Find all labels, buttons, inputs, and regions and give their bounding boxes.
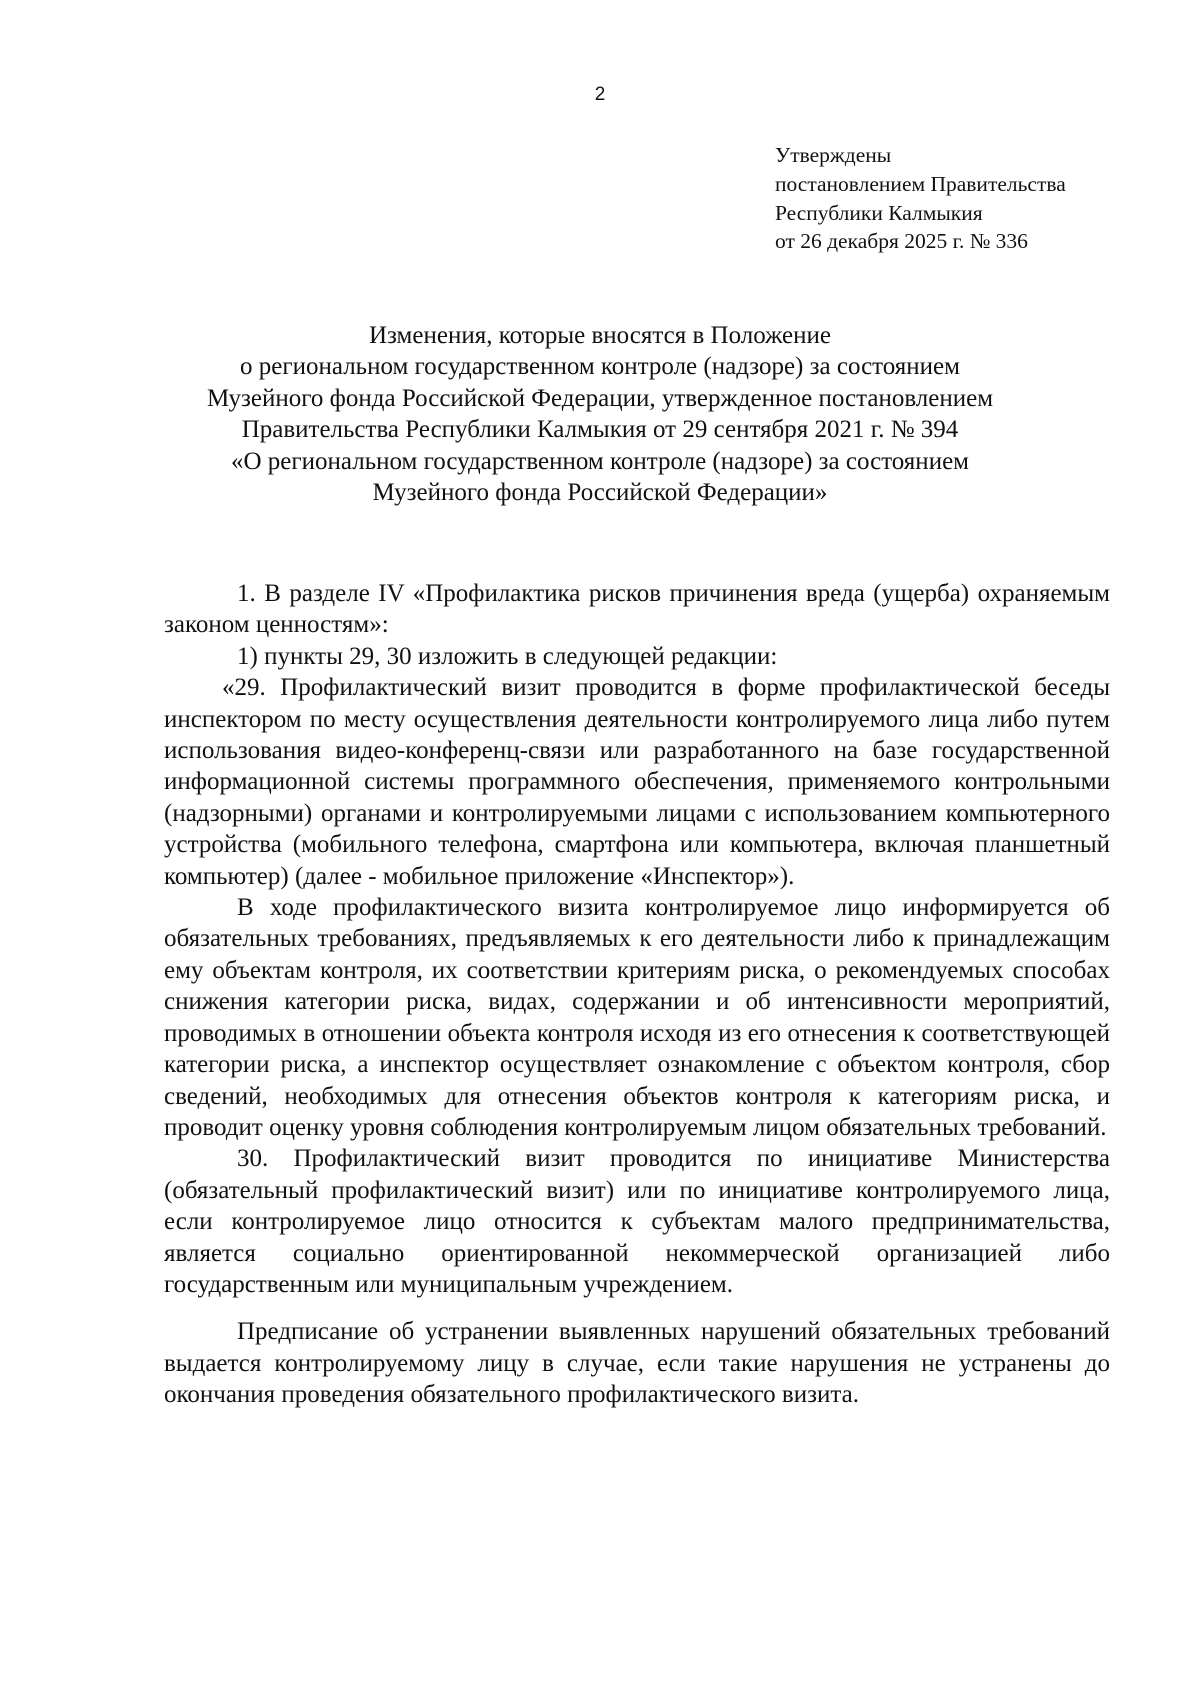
paragraph-items-29-30: 1) пункты 29, 30 изложить в следующей редакции: bbox=[237, 642, 778, 670]
title-line: Изменения, которые вносятся в Положение bbox=[368, 322, 831, 349]
page-number: 2 bbox=[594, 84, 606, 105]
title-line: Правительства Республики Калмыкия от 29 сентября 2021 г. № 394 bbox=[241, 416, 959, 444]
title-line: «О региональном государственном контроле (надзоре) за состоянием bbox=[230, 447, 969, 475]
approval-line: Утверждены bbox=[775, 143, 892, 167]
paragraph-section-iv: 1. В разделе IV «Профилактика рисков причинения вреда (ущерба) охраняемым законом ценностям»: bbox=[164, 580, 1110, 639]
title-line: Музейного фонда Российской Федерации» bbox=[372, 479, 828, 507]
paragraph-item-30: 30. Профилактический визит проводится по инициативе Министерства (обязательный профилактический визит) или по инициативе контролируемого лица, если контролируемое лицо относится к субъектам малого предпринимательства, является социально ориентированной некоммерческой организацией либо государственным или муниципальным учреждением. bbox=[164, 1145, 1110, 1298]
paragraph-prescription: Предписание об устранении выявленных нарушений обязательных требований выдается контролируемому лицу в случае, если такие нарушения не устранены до окончания проведения обязательного профилактического визита. bbox=[164, 1318, 1110, 1409]
title-line: Музейного фонда Российской Федерации, утвержденное постановлением bbox=[206, 384, 994, 412]
paragraph-item-29: «29. Профилактический визит проводится в форме профилактической беседы инспектором по месту осуществления деятельности контролируемого лица либо путем использования видео-конференц-связи или разработанного на базе государственной информационной системы программного обеспечения, применяемого контрольными (надзорными) органами и контролируемыми лицами с использованием компьютерного устройства (мобильного телефона, смартфона или компьютера, включая планшетный компьютер) (далее - мобильное приложение «Инспектор»). bbox=[164, 674, 1110, 890]
approval-line: постановлением Правительства bbox=[775, 171, 1066, 196]
approval-block bbox=[775, 141, 1175, 256]
paragraph-visit-details: В ходе профилактического визита контролируемое лицо информируется об обязательных требованиях, предъявляемых к его деятельности либо к принадлежащим ему объектам контроля, их соответствии критериям риска, о рекомендуемых способах снижения категории риска, видах, содержании и об интенсивности мероприятий, проводимых в отношении объекта контроля исходя из его отнесения к соответствующей категории риска, а инспектор осуществляет ознакомление с объектом контроля, сбор сведений, необходимых для отнесения объектов контроля к категориям риска, и проводит оценку уровня соблюдения контролируемым лицом обязательных требований. bbox=[164, 894, 1110, 1141]
approval-line: Республики Калмыкия bbox=[775, 200, 983, 225]
document-title bbox=[60, 320, 1140, 508]
document-body bbox=[164, 578, 1110, 1411]
approval-date-line: от 26 декабря 2025 г. № 336 bbox=[775, 229, 1028, 254]
title-line: о региональном государственном контроле (надзоре) за состоянием bbox=[240, 353, 960, 381]
